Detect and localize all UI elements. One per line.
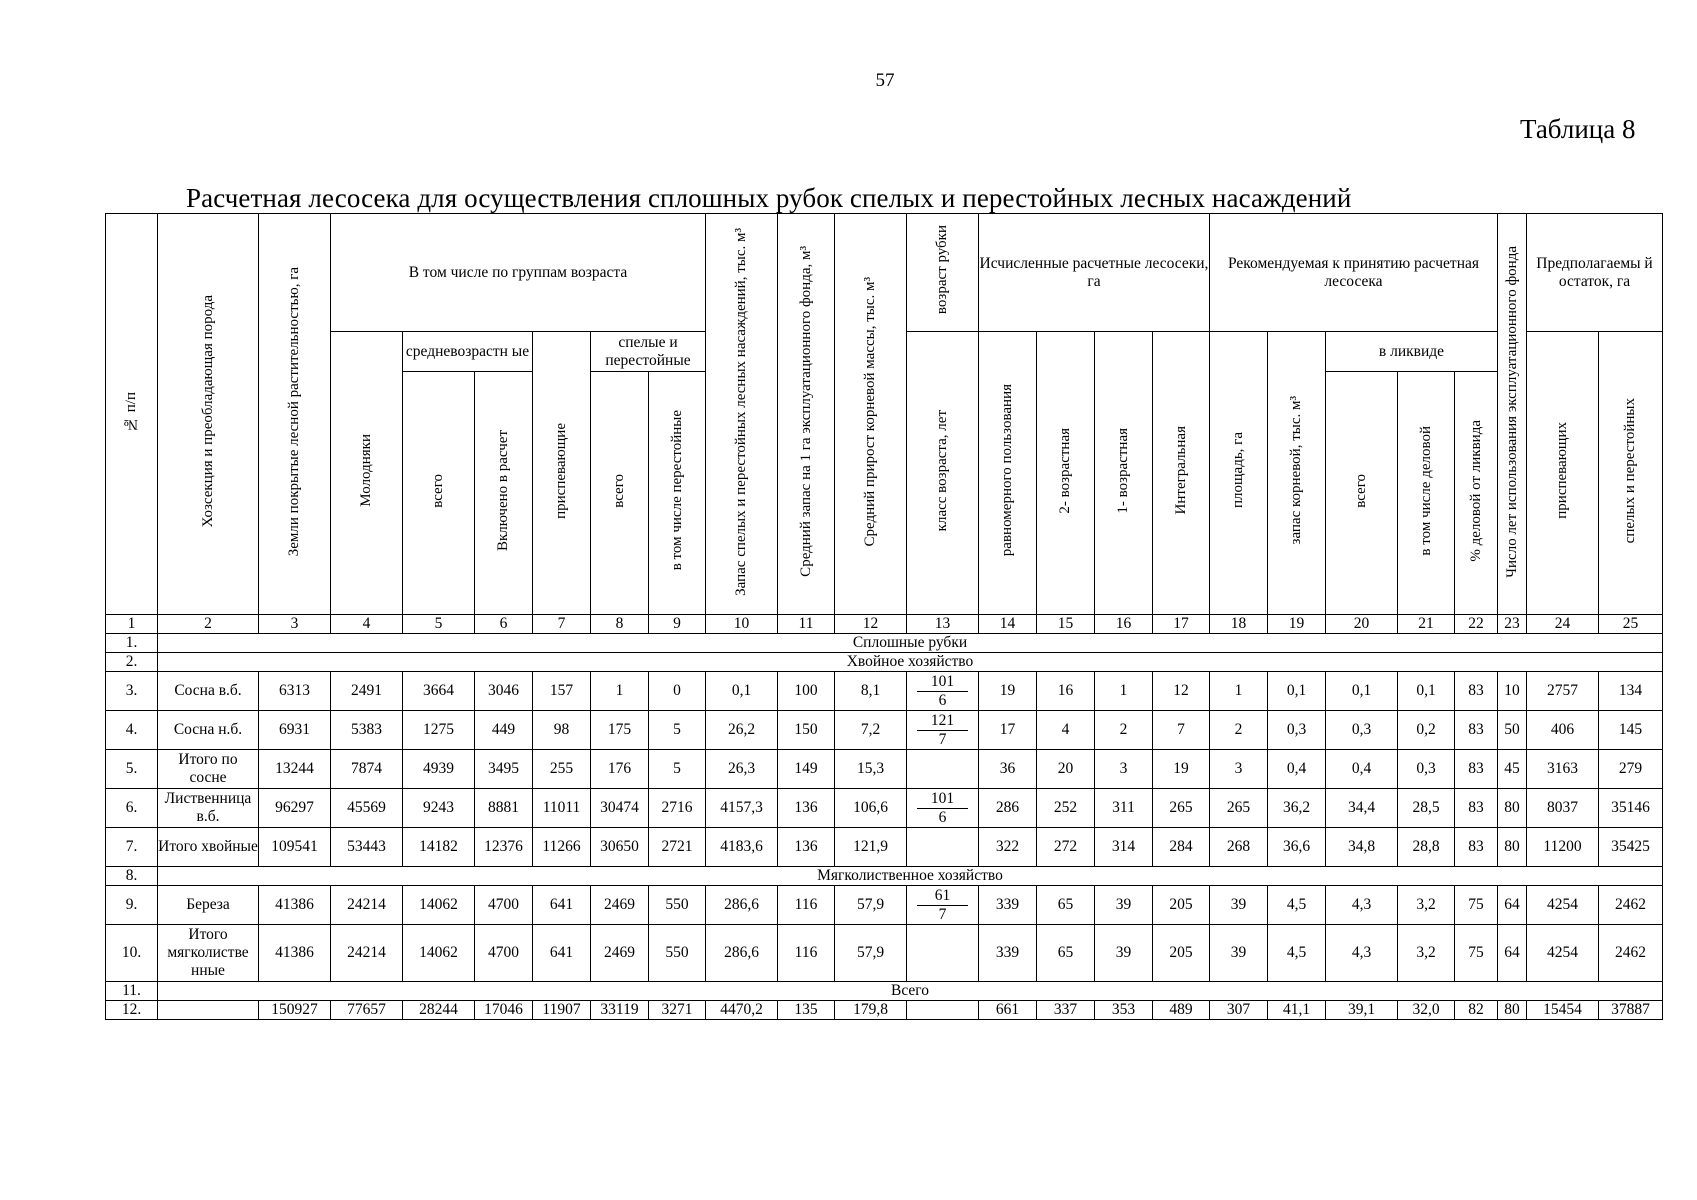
row-label: Береза xyxy=(158,886,259,925)
header-cell-16: 1- возрастная xyxy=(1095,332,1153,615)
table-cell: 279 xyxy=(1599,750,1663,789)
table-cell: 35146 xyxy=(1599,789,1663,828)
table-cell: 28,5 xyxy=(1398,789,1455,828)
header-cell-17: Интегральная xyxy=(1153,332,1210,615)
table-cell: 36 xyxy=(979,750,1037,789)
header-cell-21: в том числе деловой xyxy=(1398,372,1455,615)
table-cell: 272 xyxy=(1037,828,1095,867)
table-cell: 136 xyxy=(778,828,835,867)
table-cell: 83 xyxy=(1455,828,1498,867)
header-remainder: Предполагаемы й остаток, га xyxy=(1527,214,1663,332)
column-number: 16 xyxy=(1095,615,1153,634)
header-cell-14: равномерного пользования xyxy=(979,332,1037,615)
table-cell: 4700 xyxy=(475,886,533,925)
row-label: Итого хвойные xyxy=(158,828,259,867)
column-number: 6 xyxy=(475,615,533,634)
age-cell xyxy=(907,1001,979,1020)
age-class: 7 xyxy=(938,730,947,748)
age-cell xyxy=(907,789,979,828)
table-cell: 109541 xyxy=(259,828,331,867)
age-fraction xyxy=(907,712,978,749)
age-cell xyxy=(907,672,979,711)
header-mature: спелые и перестойные xyxy=(591,332,706,372)
table-cell: 14182 xyxy=(403,828,475,867)
table-cell: 0,3 xyxy=(1398,750,1455,789)
table-cell: 2469 xyxy=(591,925,649,982)
table-cell: 550 xyxy=(649,886,706,925)
table-cell: 135 xyxy=(778,1001,835,1020)
table-cell: 80 xyxy=(1498,789,1527,828)
table-cell: 145 xyxy=(1599,711,1663,750)
header-cell-11: Средний запас на 1 га эксплуатационного фонда, м³ xyxy=(778,214,835,615)
column-number: 8 xyxy=(591,615,649,634)
section-row xyxy=(106,982,1663,1001)
section-label: Мягколиственное хозяйство xyxy=(158,867,1663,886)
table-cell: 0,1 xyxy=(706,672,778,711)
table-row xyxy=(106,1001,1663,1020)
table-cell: 337 xyxy=(1037,1001,1095,1020)
column-number: 18 xyxy=(1210,615,1268,634)
age-cell xyxy=(907,750,979,789)
column-number: 17 xyxy=(1153,615,1210,634)
header-cell-24: приспевающих xyxy=(1527,332,1599,615)
table-cell: 14062 xyxy=(403,886,475,925)
row-number: 4. xyxy=(106,711,158,750)
age-fraction xyxy=(907,673,978,710)
table-cell: 661 xyxy=(979,1001,1037,1020)
table-cell: 57,9 xyxy=(835,925,907,982)
table-cell: 17 xyxy=(979,711,1037,750)
table-cell: 3 xyxy=(1210,750,1268,789)
table-cell: 0,4 xyxy=(1268,750,1326,789)
header-cell-23: Число лет использования эксплуатационного фонда xyxy=(1498,214,1527,615)
row-label: Сосна в.б. xyxy=(158,672,259,711)
table-cell: 2716 xyxy=(649,789,706,828)
table-cell: 205 xyxy=(1153,886,1210,925)
table-cell: 30474 xyxy=(591,789,649,828)
table-cell: 4470,2 xyxy=(706,1001,778,1020)
table-cell: 65 xyxy=(1037,925,1095,982)
table-cell: 19 xyxy=(979,672,1037,711)
table-cell: 3271 xyxy=(649,1001,706,1020)
header-mid-age: средневозрастн ые xyxy=(403,332,533,372)
table-cell: 4183,6 xyxy=(706,828,778,867)
table-cell: 13244 xyxy=(259,750,331,789)
table-cell: 2 xyxy=(1210,711,1268,750)
column-number: 24 xyxy=(1527,615,1599,634)
row-number: 6. xyxy=(106,789,158,828)
header-cell-12: Средний прирост корневой массы, тыс. м³ xyxy=(835,214,907,615)
cutting-age: 101 xyxy=(917,790,968,809)
table-cell: 150 xyxy=(778,711,835,750)
header-row-groups xyxy=(106,214,1663,332)
table-cell: 39 xyxy=(1210,886,1268,925)
table-cell: 24214 xyxy=(331,925,403,982)
table-cell: 30650 xyxy=(591,828,649,867)
header-cell-6: Включено в расчет xyxy=(475,372,533,615)
row-number: 10. xyxy=(106,925,158,982)
row-number: 2. xyxy=(106,653,158,672)
table-cell: 0,1 xyxy=(1326,672,1398,711)
table-cell: 0,3 xyxy=(1326,711,1398,750)
table-cell: 265 xyxy=(1153,789,1210,828)
table-cell: 20 xyxy=(1037,750,1095,789)
table-cell: 41,1 xyxy=(1268,1001,1326,1020)
table-cell: 2757 xyxy=(1527,672,1599,711)
age-fraction xyxy=(907,790,978,827)
age-cell xyxy=(907,925,979,982)
table-cell: 286,6 xyxy=(706,925,778,982)
table-cell: 3,2 xyxy=(1398,886,1455,925)
table-cell: 14062 xyxy=(403,925,475,982)
table-cell: 157 xyxy=(533,672,591,711)
table-cell: 65 xyxy=(1037,886,1095,925)
table-cell: 35425 xyxy=(1599,828,1663,867)
table-cell: 8037 xyxy=(1527,789,1599,828)
table-cell: 80 xyxy=(1498,1001,1527,1020)
table-cell: 8,1 xyxy=(835,672,907,711)
row-number: 9. xyxy=(106,886,158,925)
table-cell: 83 xyxy=(1455,672,1498,711)
table-cell: 100 xyxy=(778,672,835,711)
table-row xyxy=(106,925,1663,982)
table-cell: 10 xyxy=(1498,672,1527,711)
column-number: 9 xyxy=(649,615,706,634)
table-cell: 134 xyxy=(1599,672,1663,711)
table-cell: 4,5 xyxy=(1268,925,1326,982)
table-cell: 3,2 xyxy=(1398,925,1455,982)
header-cell-13a: возраст рубки xyxy=(907,214,979,332)
cutting-age: 61 xyxy=(917,887,968,906)
header-cell-8: всего xyxy=(591,372,649,615)
column-number: 19 xyxy=(1268,615,1326,634)
page-number: 57 xyxy=(875,70,895,91)
table-cell: 11200 xyxy=(1527,828,1599,867)
header-cell-13b: класс возраста, лет xyxy=(907,332,979,615)
table-cell: 2491 xyxy=(331,672,403,711)
header-liquid: в ликвиде xyxy=(1326,332,1498,372)
column-number: 14 xyxy=(979,615,1037,634)
table-row xyxy=(106,828,1663,867)
table-cell: 64 xyxy=(1498,925,1527,982)
table-cell: 2469 xyxy=(591,886,649,925)
table-cell: 121,9 xyxy=(835,828,907,867)
column-number: 21 xyxy=(1398,615,1455,634)
row-label: Лиственница в.б. xyxy=(158,789,259,828)
table-cell: 0,2 xyxy=(1398,711,1455,750)
age-cell xyxy=(907,886,979,925)
table-cell: 314 xyxy=(1095,828,1153,867)
section-label: Сплошные рубки xyxy=(158,634,1663,653)
header-cell-22: % деловой от ликвида xyxy=(1455,372,1498,615)
table-cell: 24214 xyxy=(331,886,403,925)
table-cell: 15454 xyxy=(1527,1001,1599,1020)
header-cell-3: Земли покрытые лесной растительностью, га xyxy=(259,214,331,615)
table-cell: 77657 xyxy=(331,1001,403,1020)
section-row xyxy=(106,634,1663,653)
table-cell: 34,8 xyxy=(1326,828,1398,867)
table-row xyxy=(106,750,1663,789)
table-cell: 45 xyxy=(1498,750,1527,789)
table-cell: 4 xyxy=(1037,711,1095,750)
header-cell-20: всего xyxy=(1326,372,1398,615)
age-cell xyxy=(907,828,979,867)
table-cell: 5 xyxy=(649,750,706,789)
column-number: 7 xyxy=(533,615,591,634)
table-cell: 1 xyxy=(591,672,649,711)
table-cell: 176 xyxy=(591,750,649,789)
table-cell: 339 xyxy=(979,925,1037,982)
row-number: 7. xyxy=(106,828,158,867)
table-cell: 252 xyxy=(1037,789,1095,828)
table-cell: 16 xyxy=(1037,672,1095,711)
table-cell: 39 xyxy=(1210,925,1268,982)
table-cell: 96297 xyxy=(259,789,331,828)
table-cell: 57,9 xyxy=(835,886,907,925)
table-cell: 4700 xyxy=(475,925,533,982)
table-cell: 98 xyxy=(533,711,591,750)
table-cell: 7874 xyxy=(331,750,403,789)
table-label: Таблица 8 xyxy=(1520,114,1636,144)
table-cell: 41386 xyxy=(259,886,331,925)
header-cell-9: в том числе перестойные xyxy=(649,372,706,615)
table-cell: 12376 xyxy=(475,828,533,867)
header-recommended: Рекомендуемая к принятию расчетная лесосека xyxy=(1210,214,1498,332)
table-cell: 265 xyxy=(1210,789,1268,828)
header-cell-4: Молодняки xyxy=(331,332,403,615)
table-cell: 28,8 xyxy=(1398,828,1455,867)
table-cell: 106,6 xyxy=(835,789,907,828)
table-cell: 268 xyxy=(1210,828,1268,867)
row-number: 1. xyxy=(106,634,158,653)
table-cell: 489 xyxy=(1153,1001,1210,1020)
table-cell: 4254 xyxy=(1527,925,1599,982)
table-cell: 205 xyxy=(1153,925,1210,982)
table-cell: 0,4 xyxy=(1326,750,1398,789)
table-cell: 75 xyxy=(1455,925,1498,982)
header-calculated: Исчисленные расчетные лесосеки, га xyxy=(979,214,1210,332)
table-row xyxy=(106,886,1663,925)
table-cell: 311 xyxy=(1095,789,1153,828)
table-cell: 7 xyxy=(1153,711,1210,750)
table-cell: 19 xyxy=(1153,750,1210,789)
table-cell: 39,1 xyxy=(1326,1001,1398,1020)
table-cell: 39 xyxy=(1095,886,1153,925)
column-number: 25 xyxy=(1599,615,1663,634)
table-cell: 136 xyxy=(778,789,835,828)
table-cell: 83 xyxy=(1455,711,1498,750)
age-cell xyxy=(907,711,979,750)
table-cell: 39 xyxy=(1095,925,1153,982)
table-cell: 11011 xyxy=(533,789,591,828)
header-cell-1: № п/п xyxy=(106,214,158,615)
table-cell: 9243 xyxy=(403,789,475,828)
age-class: 6 xyxy=(938,691,947,709)
table-cell: 149 xyxy=(778,750,835,789)
table-cell: 284 xyxy=(1153,828,1210,867)
table-cell: 339 xyxy=(979,886,1037,925)
table-cell: 36,2 xyxy=(1268,789,1326,828)
table-cell: 64 xyxy=(1498,886,1527,925)
cutting-age: 121 xyxy=(917,712,968,731)
table-cell: 0,3 xyxy=(1268,711,1326,750)
table-cell: 83 xyxy=(1455,750,1498,789)
table-cell: 82 xyxy=(1455,1001,1498,1020)
table-cell: 33119 xyxy=(591,1001,649,1020)
table-cell: 50 xyxy=(1498,711,1527,750)
header-cell-7: приспевающие xyxy=(533,332,591,615)
table-cell: 4254 xyxy=(1527,886,1599,925)
column-number: 11 xyxy=(778,615,835,634)
table-cell: 3495 xyxy=(475,750,533,789)
table-cell: 12 xyxy=(1153,672,1210,711)
row-number: 12. xyxy=(106,1001,158,1020)
table-cell: 4939 xyxy=(403,750,475,789)
table-cell: 26,3 xyxy=(706,750,778,789)
row-number: 11. xyxy=(106,982,158,1001)
row-label: Сосна н.б. xyxy=(158,711,259,750)
column-number: 12 xyxy=(835,615,907,634)
table-cell: 17046 xyxy=(475,1001,533,1020)
row-label: Итого по сосне xyxy=(158,750,259,789)
table-cell: 307 xyxy=(1210,1001,1268,1020)
table-cell: 1275 xyxy=(403,711,475,750)
age-fraction xyxy=(907,887,978,924)
table-cell: 2462 xyxy=(1599,925,1663,982)
table-cell: 5383 xyxy=(331,711,403,750)
table-cell: 116 xyxy=(778,925,835,982)
table-cell: 6313 xyxy=(259,672,331,711)
column-number: 3 xyxy=(259,615,331,634)
age-class: 7 xyxy=(938,905,947,923)
table-cell: 4157,3 xyxy=(706,789,778,828)
table-cell: 641 xyxy=(533,925,591,982)
column-number: 23 xyxy=(1498,615,1527,634)
table-cell: 3 xyxy=(1095,750,1153,789)
table-cell: 175 xyxy=(591,711,649,750)
lesoseka-table xyxy=(105,213,1663,1020)
table-cell: 28244 xyxy=(403,1001,475,1020)
row-label xyxy=(158,1001,259,1020)
header-cell-18: площадь, га xyxy=(1210,332,1268,615)
column-number: 15 xyxy=(1037,615,1095,634)
table-row xyxy=(106,672,1663,711)
table-cell: 4,3 xyxy=(1326,925,1398,982)
column-number: 10 xyxy=(706,615,778,634)
column-number: 2 xyxy=(158,615,259,634)
header-cell-25: спелых и перестойных xyxy=(1599,332,1663,615)
table-cell: 0,1 xyxy=(1398,672,1455,711)
table-cell: 5 xyxy=(649,711,706,750)
header-age-groups: В том числе по группам возраста xyxy=(331,214,706,332)
row-label: Итого мягколистве нные xyxy=(158,925,259,982)
column-number: 5 xyxy=(403,615,475,634)
table-cell: 3664 xyxy=(403,672,475,711)
header-cell-15: 2- возрастная xyxy=(1037,332,1095,615)
section-row xyxy=(106,653,1663,672)
header-cell-19: запас корневой, тыс. м³ xyxy=(1268,332,1326,615)
header-cell-2: Хозсекция и преобладающая порода xyxy=(158,214,259,615)
header-cell-5: всего xyxy=(403,372,475,615)
table-cell: 1 xyxy=(1095,672,1153,711)
section-label: Хвойное хозяйство xyxy=(158,653,1663,672)
table-cell: 15,3 xyxy=(835,750,907,789)
column-number: 13 xyxy=(907,615,979,634)
table-cell: 8881 xyxy=(475,789,533,828)
table-cell: 45569 xyxy=(331,789,403,828)
table-cell: 179,8 xyxy=(835,1001,907,1020)
table-cell: 2721 xyxy=(649,828,706,867)
table-cell: 2462 xyxy=(1599,886,1663,925)
table-cell: 80 xyxy=(1498,828,1527,867)
column-number: 20 xyxy=(1326,615,1398,634)
table-cell: 7,2 xyxy=(835,711,907,750)
cutting-age: 101 xyxy=(917,673,968,692)
header-cell-10: Запас спелых и перестойных лесных насаждений, тыс. м³ xyxy=(706,214,778,615)
table-cell: 41386 xyxy=(259,925,331,982)
table-cell: 449 xyxy=(475,711,533,750)
age-class: 6 xyxy=(938,808,947,826)
table-cell: 32,0 xyxy=(1398,1001,1455,1020)
table-cell: 550 xyxy=(649,925,706,982)
table-cell: 286 xyxy=(979,789,1037,828)
document-title: Расчетная лесосека для осуществления сплошных рубок спелых и перестойных лесных насаждений xyxy=(186,183,1352,213)
section-row xyxy=(106,867,1663,886)
table-cell: 0,1 xyxy=(1268,672,1326,711)
table-cell: 406 xyxy=(1527,711,1599,750)
table-cell: 4,3 xyxy=(1326,886,1398,925)
table-cell: 83 xyxy=(1455,789,1498,828)
table-cell: 150927 xyxy=(259,1001,331,1020)
table-cell: 11907 xyxy=(533,1001,591,1020)
table-cell: 322 xyxy=(979,828,1037,867)
section-label: Всего xyxy=(158,982,1663,1001)
table-cell: 1 xyxy=(1210,672,1268,711)
column-number: 1 xyxy=(106,615,158,634)
row-number: 3. xyxy=(106,672,158,711)
table-cell: 34,4 xyxy=(1326,789,1398,828)
table-cell: 6931 xyxy=(259,711,331,750)
table-cell: 75 xyxy=(1455,886,1498,925)
table-cell: 4,5 xyxy=(1268,886,1326,925)
table-cell: 3046 xyxy=(475,672,533,711)
table-cell: 0 xyxy=(649,672,706,711)
row-number: 8. xyxy=(106,867,158,886)
table-cell: 53443 xyxy=(331,828,403,867)
table-row xyxy=(106,789,1663,828)
column-number: 4 xyxy=(331,615,403,634)
table-cell: 3163 xyxy=(1527,750,1599,789)
column-numbers-row xyxy=(106,615,1663,634)
table-cell: 2 xyxy=(1095,711,1153,750)
table-cell: 641 xyxy=(533,886,591,925)
table-cell: 11266 xyxy=(533,828,591,867)
table-row xyxy=(106,711,1663,750)
table-cell: 36,6 xyxy=(1268,828,1326,867)
table-cell: 116 xyxy=(778,886,835,925)
column-number: 22 xyxy=(1455,615,1498,634)
table-cell: 353 xyxy=(1095,1001,1153,1020)
row-number: 5. xyxy=(106,750,158,789)
table-cell: 255 xyxy=(533,750,591,789)
table-cell: 286,6 xyxy=(706,886,778,925)
table-cell: 26,2 xyxy=(706,711,778,750)
table-cell: 37887 xyxy=(1599,1001,1663,1020)
